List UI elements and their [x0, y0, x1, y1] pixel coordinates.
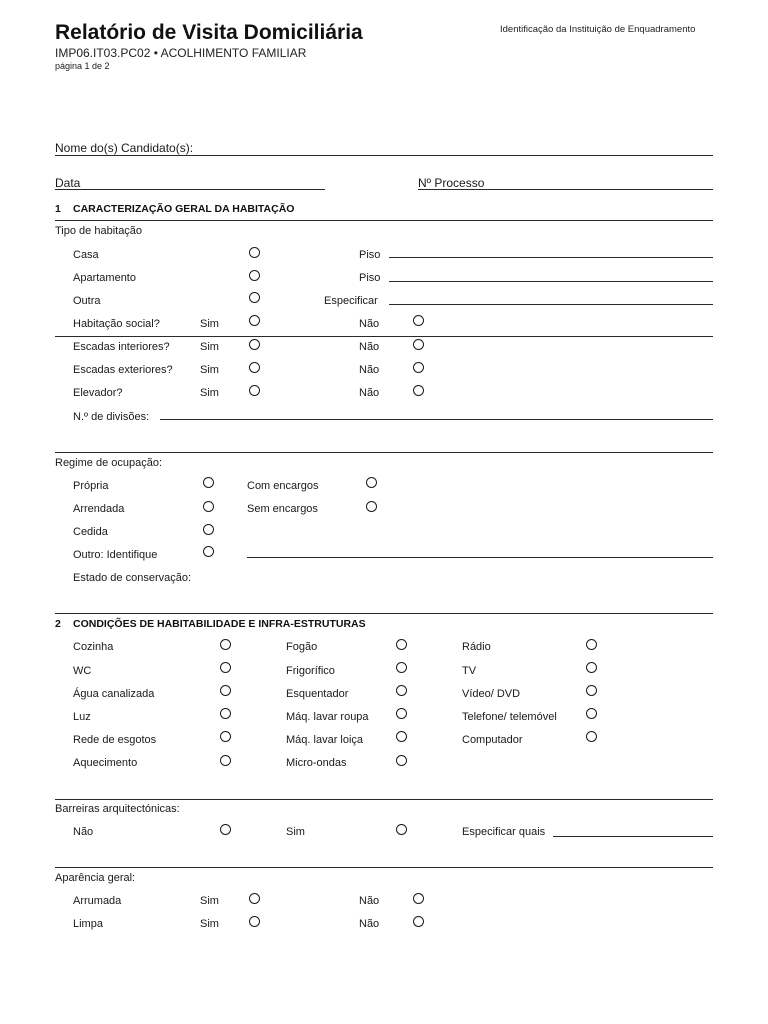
section-1-title: CARACTERIZAÇÃO GERAL DA HABITAÇÃO	[73, 203, 295, 215]
occupancy-regime-label: Regime de ocupação:	[55, 457, 163, 469]
cozinha-radio[interactable]	[220, 639, 231, 650]
appearance-divider	[55, 867, 713, 868]
outro-radio[interactable]	[203, 546, 214, 557]
aquecimento-radio[interactable]	[220, 755, 231, 766]
propria-label: Própria	[73, 480, 109, 492]
social-housing-nao-radio[interactable]	[413, 315, 424, 326]
date-label: Data	[55, 176, 81, 190]
apartamento-piso-label: Piso	[359, 272, 381, 284]
casa-piso-label: Piso	[359, 249, 381, 261]
housing-type-divider	[55, 336, 713, 337]
cozinha-label: Cozinha	[73, 641, 114, 653]
interior-stairs-sim-radio[interactable]	[249, 339, 260, 350]
micro-ondas-radio[interactable]	[396, 755, 407, 766]
arrumada-nao-radio[interactable]	[413, 893, 424, 904]
com-encargos-label: Com encargos	[247, 480, 319, 492]
video-dvd-label: Vídeo/ DVD	[462, 688, 521, 700]
maq-lavar-loica-label: Máq. lavar loiça	[286, 734, 364, 746]
agua-canalizada-label: Água canalizada	[73, 688, 155, 700]
barriers-sim-label: Sim	[286, 826, 305, 838]
date-field[interactable]	[55, 189, 325, 190]
exterior-stairs-nao-radio[interactable]	[413, 362, 424, 373]
com-encargos-radio[interactable]	[366, 477, 377, 488]
arrumada-nao-label: Não	[359, 895, 380, 907]
limpa-nao-radio[interactable]	[413, 916, 424, 927]
computador-label: Computador	[462, 734, 523, 746]
social-housing-sim-radio[interactable]	[249, 315, 260, 326]
elevator-nao-label: Não	[359, 387, 380, 399]
process-number-label: Nº Processo	[418, 176, 485, 190]
rede-esgotos-radio[interactable]	[220, 731, 231, 742]
exterior-stairs-sim-label: Sim	[200, 364, 219, 376]
document-title: Relatório de Visita Domiciliária	[55, 21, 363, 44]
interior-stairs-label: Escadas interiores?	[73, 341, 170, 353]
video-dvd-radio[interactable]	[586, 685, 597, 696]
interior-stairs-nao-label: Não	[359, 341, 380, 353]
limpa-nao-label: Não	[359, 918, 380, 930]
housing-type-label: Tipo de habitação	[55, 225, 143, 237]
frigorifico-label: Frigorífico	[286, 665, 335, 677]
arrumada-sim-radio[interactable]	[249, 893, 260, 904]
process-number-field[interactable]	[418, 189, 713, 190]
sem-encargos-radio[interactable]	[366, 501, 377, 512]
candidate-name-label: Nome do(s) Candidato(s):	[55, 141, 194, 155]
aquecimento-label: Aquecimento	[73, 757, 138, 769]
luz-radio[interactable]	[220, 708, 231, 719]
option-outra-label: Outra	[73, 295, 101, 307]
outro-label: Outro: Identifique	[73, 549, 158, 561]
barriers-nao-label: Não	[73, 826, 94, 838]
interior-stairs-sim-label: Sim	[200, 341, 219, 353]
radio-device-radio[interactable]	[586, 639, 597, 650]
form-code: IMP06.IT03.PC02 • ACOLHIMENTO FAMILIAR	[55, 46, 307, 60]
outra-especificar-field[interactable]	[389, 304, 713, 305]
barriers-sim-radio[interactable]	[396, 824, 407, 835]
apartamento-piso-field[interactable]	[389, 281, 713, 282]
section-2-divider	[55, 613, 713, 614]
radio-device-label: Rádio	[462, 641, 491, 653]
page-number: página 1 de 2	[55, 61, 110, 71]
casa-radio[interactable]	[249, 247, 260, 258]
barriers-specify-field[interactable]	[553, 836, 713, 837]
computador-radio[interactable]	[586, 731, 597, 742]
appearance-label: Aparência geral:	[55, 872, 136, 884]
propria-radio[interactable]	[203, 477, 214, 488]
telefone-radio[interactable]	[586, 708, 597, 719]
social-housing-sim-label: Sim	[200, 318, 219, 330]
esquentador-label: Esquentador	[286, 688, 349, 700]
outra-especificar-label: Especificar	[324, 295, 378, 307]
limpa-sim-label: Sim	[200, 918, 219, 930]
interior-stairs-nao-radio[interactable]	[413, 339, 424, 350]
maq-lavar-roupa-radio[interactable]	[396, 708, 407, 719]
arrumada-sim-label: Sim	[200, 895, 219, 907]
section-1-divider	[55, 220, 713, 221]
micro-ondas-label: Micro-ondas	[286, 757, 347, 769]
barriers-divider	[55, 799, 713, 800]
elevator-sim-label: Sim	[200, 387, 219, 399]
exterior-stairs-label: Escadas exteriores?	[73, 364, 173, 376]
maq-lavar-loica-radio[interactable]	[396, 731, 407, 742]
rooms-count-field[interactable]	[160, 419, 713, 420]
telefone-label: Telefone/ telemóvel	[462, 711, 557, 723]
section-2-number: 2	[55, 618, 61, 630]
option-apartamento-label: Apartamento	[73, 272, 136, 284]
frigorifico-radio[interactable]	[396, 662, 407, 673]
occupancy-divider	[55, 452, 713, 453]
social-housing-nao-label: Não	[359, 318, 380, 330]
exterior-stairs-sim-radio[interactable]	[249, 362, 260, 373]
elevator-sim-radio[interactable]	[249, 385, 260, 396]
esquentador-radio[interactable]	[396, 685, 407, 696]
rede-esgotos-label: Rede de esgotos	[73, 734, 157, 746]
wc-label: WC	[73, 665, 92, 677]
limpa-label: Limpa	[73, 918, 103, 930]
social-housing-label: Habitação social?	[73, 318, 160, 330]
tv-label: TV	[462, 665, 477, 677]
sem-encargos-label: Sem encargos	[247, 503, 318, 515]
conservation-state-label: Estado de conservação:	[73, 572, 192, 584]
candidate-name-field[interactable]	[210, 155, 713, 156]
exterior-stairs-nao-label: Não	[359, 364, 380, 376]
elevator-nao-radio[interactable]	[413, 385, 424, 396]
casa-piso-field[interactable]	[389, 257, 713, 258]
apartamento-radio[interactable]	[249, 270, 260, 281]
section-1-number: 1	[55, 203, 61, 215]
barriers-label: Barreiras arquitectónicas:	[55, 803, 180, 815]
cedida-label: Cedida	[73, 526, 108, 538]
luz-label: Luz	[73, 711, 91, 723]
barriers-specify-label: Especificar quais	[462, 826, 546, 838]
arrumada-label: Arrumada	[73, 895, 122, 907]
elevator-label: Elevador?	[73, 387, 123, 399]
candidate-name-underline	[55, 155, 210, 156]
agua-canalizada-radio[interactable]	[220, 685, 231, 696]
rooms-count-label: N.º de divisões:	[73, 411, 150, 423]
limpa-sim-radio[interactable]	[249, 916, 260, 927]
wc-radio[interactable]	[220, 662, 231, 673]
fogao-label: Fogão	[286, 641, 318, 653]
fogao-radio[interactable]	[396, 639, 407, 650]
tv-radio[interactable]	[586, 662, 597, 673]
outro-field[interactable]	[247, 557, 713, 558]
outra-radio[interactable]	[249, 292, 260, 303]
maq-lavar-roupa-label: Máq. lavar roupa	[286, 711, 369, 723]
option-casa-label: Casa	[73, 249, 99, 261]
section-2-title: CONDIÇÕES DE HABITABILIDADE E INFRA-ESTRUTURAS	[73, 618, 366, 630]
arrendada-label: Arrendada	[73, 503, 125, 515]
institution-identification: Identificação da Instituição de Enquadramento	[500, 24, 696, 35]
arrendada-radio[interactable]	[203, 501, 214, 512]
cedida-radio[interactable]	[203, 524, 214, 535]
barriers-nao-radio[interactable]	[220, 824, 231, 835]
